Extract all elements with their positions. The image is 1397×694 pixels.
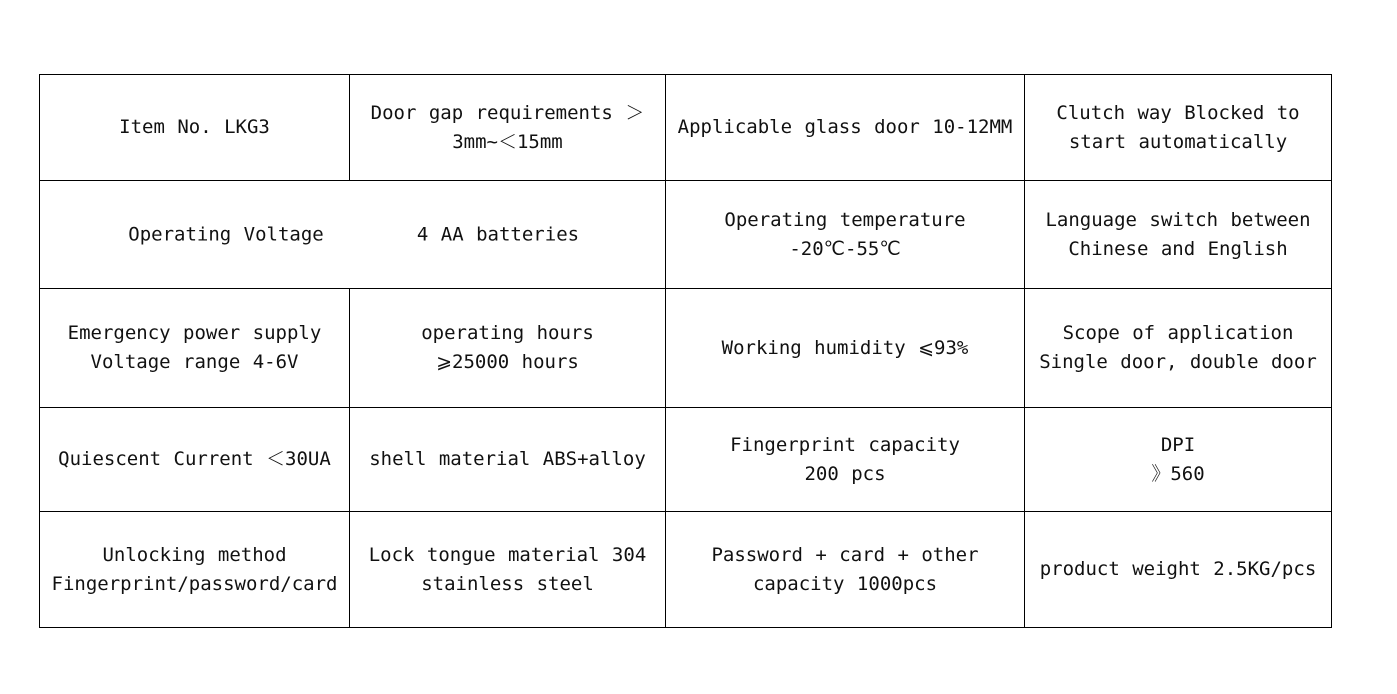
cell-fingerprint-capacity: Fingerprint capacity 200 pcs — [666, 408, 1025, 512]
cell-unlocking-method: Unlocking method Fingerprint/password/card — [40, 512, 350, 628]
cell-clutch-way: Clutch way Blocked to start automatically — [1025, 75, 1332, 181]
table-row — [40, 181, 1332, 289]
cell-dpi: DPI 》560 — [1025, 408, 1332, 512]
cell-language-switch: Language switch between Chinese and English — [1025, 181, 1332, 289]
cell-working-humidity: Working humidity ⩽93% — [666, 289, 1025, 408]
cell-lock-tongue: Lock tongue material 304 stainless steel — [350, 512, 666, 628]
cell-glass-door: Applicable glass door 10-12MM — [666, 75, 1025, 181]
cell-operating-hours: operating hours ⩾25000 hours — [350, 289, 666, 408]
cell-quiescent-current: Quiescent Current ＜30UA — [40, 408, 350, 512]
cell-door-gap: Door gap requirements ＞ 3mm~＜15mm — [350, 75, 666, 181]
cell-password-capacity: Password + card + other capacity 1000pcs — [666, 512, 1025, 628]
table-row — [40, 512, 1332, 628]
spec-table — [39, 74, 1332, 628]
table-row — [40, 408, 1332, 512]
cell-operating-voltage: Operating Voltage 4 AA batteries — [40, 181, 666, 289]
table-row — [40, 75, 1332, 181]
cell-scope-of-application: Scope of application Single door, double door — [1025, 289, 1332, 408]
cell-item-no: Item No. LKG3 — [40, 75, 350, 181]
cell-emergency-power: Emergency power supply Voltage range 4-6V — [40, 289, 350, 408]
table-row — [40, 289, 1332, 408]
cell-operating-temperature: Operating temperature -20℃-55℃ — [666, 181, 1025, 289]
cell-shell-material: shell material ABS+alloy — [350, 408, 666, 512]
cell-product-weight: product weight 2.5KG/pcs — [1025, 512, 1332, 628]
